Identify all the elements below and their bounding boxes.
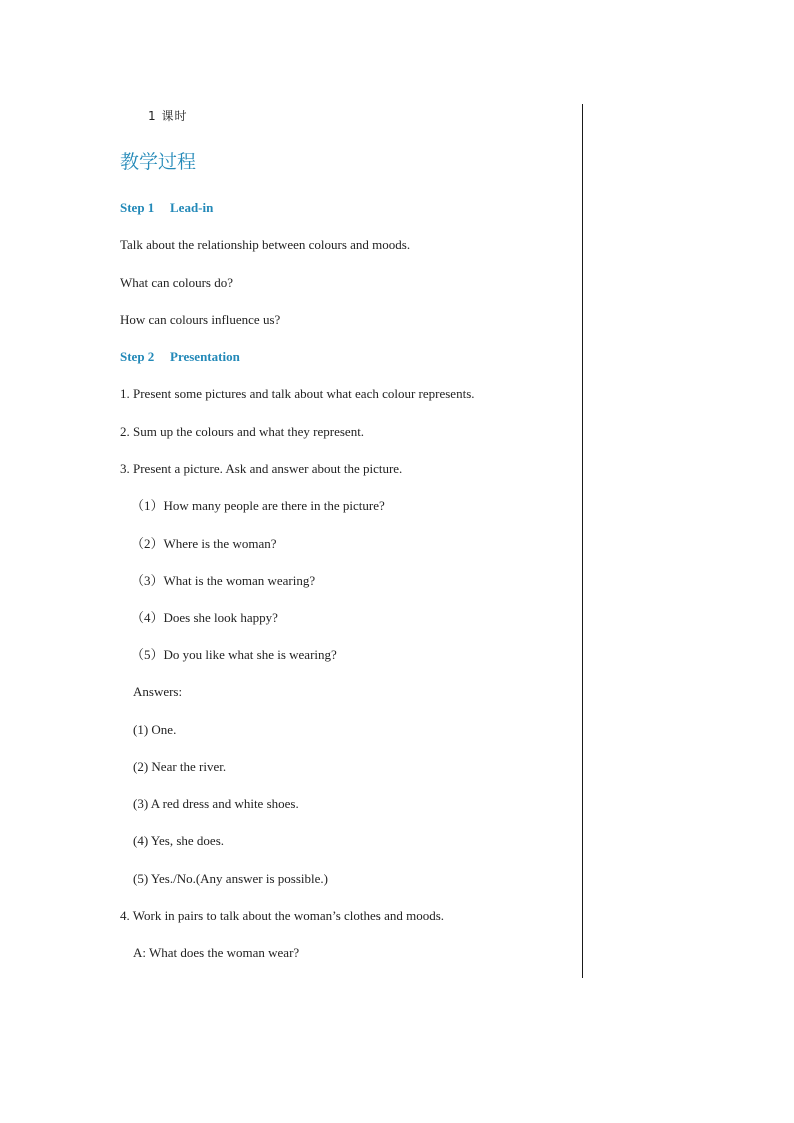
question-1: （1）How many people are there in the picture? xyxy=(131,498,385,513)
question-3: （3）What is the woman wearing? xyxy=(131,573,316,588)
step2-heading xyxy=(120,349,240,365)
period-label: 1 课时 xyxy=(148,109,188,123)
answer-3: (3) A red dress and white shoes. xyxy=(133,796,299,811)
answer-5: (5) Yes./No.(Any answer is possible.) xyxy=(133,871,328,886)
step1-number: Step 1 xyxy=(120,200,155,215)
dialogue-line-a: A: What does the woman wear? xyxy=(133,945,300,960)
step2-number: Step 2 xyxy=(120,349,155,364)
step2-item-2: 2. Sum up the colours and what they represent. xyxy=(120,424,365,439)
question-5: （5）Do you like what she is wearing? xyxy=(131,647,337,662)
step2-item-1: 1. Present some pictures and talk about what each colour represents. xyxy=(120,386,475,401)
step2-item-3: 3. Present a picture. Ask and answer about the picture. xyxy=(120,461,403,476)
answer-4: (4) Yes, she does. xyxy=(133,833,224,848)
step1-title: Lead-in xyxy=(170,200,214,215)
step1-heading xyxy=(120,200,213,216)
section-title: 教学过程 xyxy=(120,151,197,173)
vertical-divider xyxy=(582,104,583,978)
step1-line-3: How can colours influence us? xyxy=(120,312,281,327)
step2-title: Presentation xyxy=(170,349,240,364)
answer-1: (1) One. xyxy=(133,722,177,737)
question-2: （2）Where is the woman? xyxy=(131,536,277,551)
step1-line-1: Talk about the relationship between colours and moods. xyxy=(120,237,411,252)
step2-item-4: 4. Work in pairs to talk about the woman’s clothes and moods. xyxy=(120,908,445,923)
answers-label: Answers: xyxy=(133,684,183,699)
answer-2: (2) Near the river. xyxy=(133,759,227,774)
step1-line-2: What can colours do? xyxy=(120,275,233,290)
question-4: （4）Does she look happy? xyxy=(131,610,278,625)
